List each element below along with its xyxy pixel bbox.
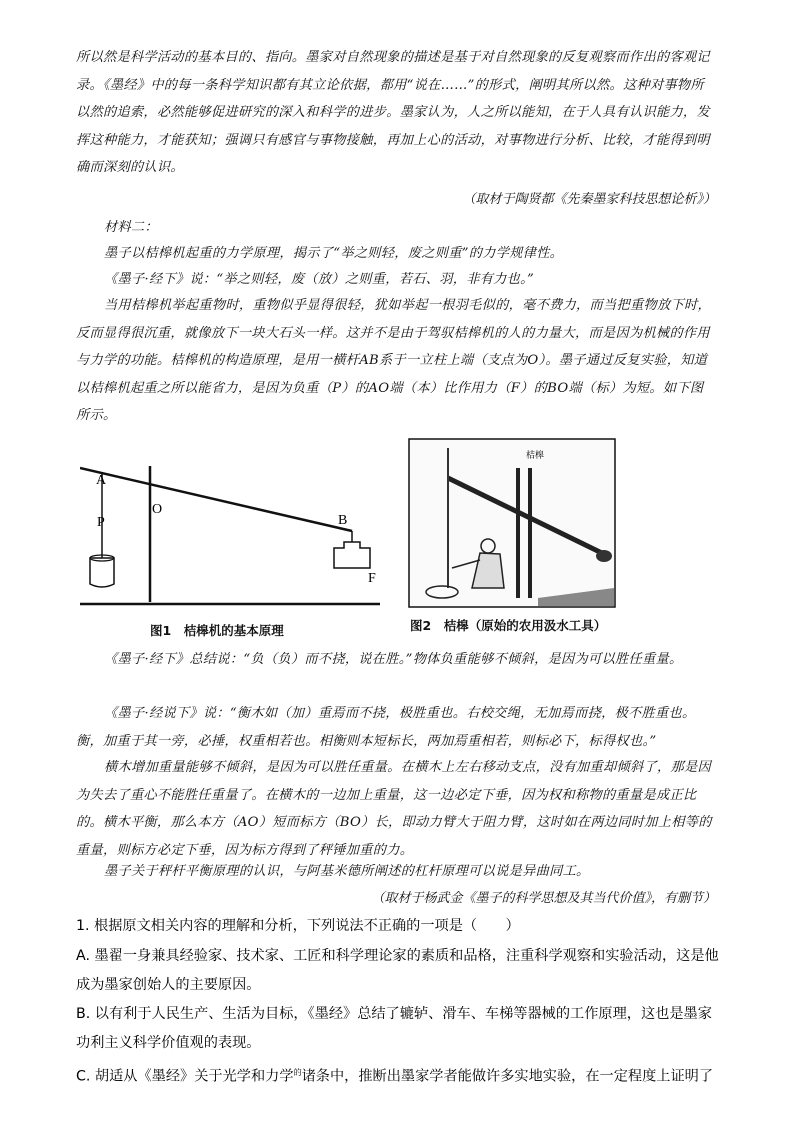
material-2-paragraph-5: 《墨子·经说下》说：“衡木如（加）重焉而不挠，极胜重也。右校交绳，无加焉而挠，极不胜重也。衡，加重于其一旁，必捶，权重相若也。相衡则本短标长，两加焉重相若，则标必下，标得权也。” <box>76 706 696 749</box>
option-c-mark: 的 <box>293 1068 302 1077</box>
bucket-icon <box>90 558 114 587</box>
weight-icon <box>334 542 370 568</box>
material-2-paragraph-7: 墨子关于秤杆平衡原理的认识，与阿基米德所阐述的杠杆原理可以说是异曲同工。 <box>104 864 590 879</box>
lever-bar <box>80 468 352 531</box>
figure-2-shadoof-illustration <box>408 438 616 608</box>
option-b[interactable]: B. 以有利于人民生产、生活为目标，《墨经》总结了辘轳、滑车、车梯等器械的工作原理，这也是墨家功利主义科学价值观的表现。 <box>76 1006 712 1051</box>
option-c-text-2: 诸条中，推断出墨家学者能做许多实地实验，在一定程度上证明了 <box>301 1068 714 1085</box>
label-a: A <box>96 473 107 488</box>
question-stem: 1. 根据原文相关内容的理解和分析，下列说法不正确的一项是（ ） <box>76 918 520 934</box>
material-2-paragraph-1: 墨子以桔槔机起重的力学原理，揭示了“举之则轻，废之则重”的力学规律性。 <box>104 246 564 261</box>
counterweight-stone <box>596 550 612 562</box>
material-2-paragraph-2: 《墨子·经下》说：“举之则轻，废（放）之则重，若石、羽，非有力也。” <box>104 272 535 287</box>
material-2-paragraph-6: 横木增加重量能够不倾斜，是因为可以胜任重量。在横木上左右移动支点，没有加重却倾斜了，那是因为失去了重心不能胜任重量了。在横木的一边加上重量，这一边必定下垂，因为权和称物的重量是成正比的。横木平衡，那么本方（AO）短而标方（BO）长，即动力臂大于阻力臂，这时如在两边同时加上相等的重量，则标方必定下垂，因为标方得到了秤锤加重的力。 <box>76 760 712 858</box>
figure-2-caption: 图2 桔槔（原始的农用汲水工具） <box>410 618 607 633</box>
figure-1-lever-diagram <box>80 458 390 614</box>
option-c[interactable] <box>76 1058 726 1092</box>
option-a[interactable]: A. 墨翟一身兼具经验家、技术家、工匠和科学理论家的素质和品格，注重科学观察和实验活动，这是他成为墨家创始人的主要原因。 <box>76 948 719 993</box>
label-b: B <box>338 513 348 528</box>
source-citation-2: （取材于杨武金《墨子的科学思想及其当代价值》，有删节） <box>371 891 716 906</box>
figure-1-caption: 图1 桔槔机的基本原理 <box>150 623 284 638</box>
label-f: F <box>368 571 376 586</box>
figure-2-label: 桔槔 <box>526 451 545 461</box>
material-2-paragraph-4: 《墨子·经下》总结说：“负（负）而不挠，说在胜。”物体负重能够不倾斜，是因为可以胜任重量。 <box>104 652 683 667</box>
paragraph-1: 所以然是科学活动的基本目的、指向。墨家对自然现象的描述是基于对自然现象的反复观察而作出的客观记录。《墨经》中的每一条科学知识都有其立论依据，都用“说在……”的形式，阐明其所以然。这种对事物所以然的追索，必然能够促进研究的深入和科学的进步。墨家认为，人之所以能知，在于人具有认识能力，发挥这种能力，才能获知；强调只有感官与事物接触，再加上心的活动，对事物进行分析、比较，才能得到明确而深刻的认识。 <box>76 50 710 175</box>
material-2-title: 材料二： <box>104 220 158 235</box>
figure-2-frame <box>409 439 615 607</box>
label-o: O <box>152 502 163 517</box>
material-2-paragraph-3: 当用桔槔机举起重物时，重物似乎显得很轻，犹如举起一根羽毛似的，毫不费力，而当把重物放下时，反而显得很沉重，就像放下一块大石头一样。这并不是由于驾驭桔槔机的人的力量大，而是因为机械的作用与力学的功能。桔槔机的构造原理，是用一横杆AB系于一立柱上端（支点为O）。墨子通过反复实验，知道以桔槔机起重之所以能省力，是因为负重（P）的AO端（本）比作用力（F）的BO端（标）为短。如下图所示。 <box>76 298 711 423</box>
source-citation-1: （取材于陶贤都《先秦墨家科技思想论析》） <box>462 192 716 207</box>
option-c-text-1: C. 胡适从《墨经》关于光学和力学 <box>76 1068 294 1085</box>
label-p: P <box>97 515 105 530</box>
